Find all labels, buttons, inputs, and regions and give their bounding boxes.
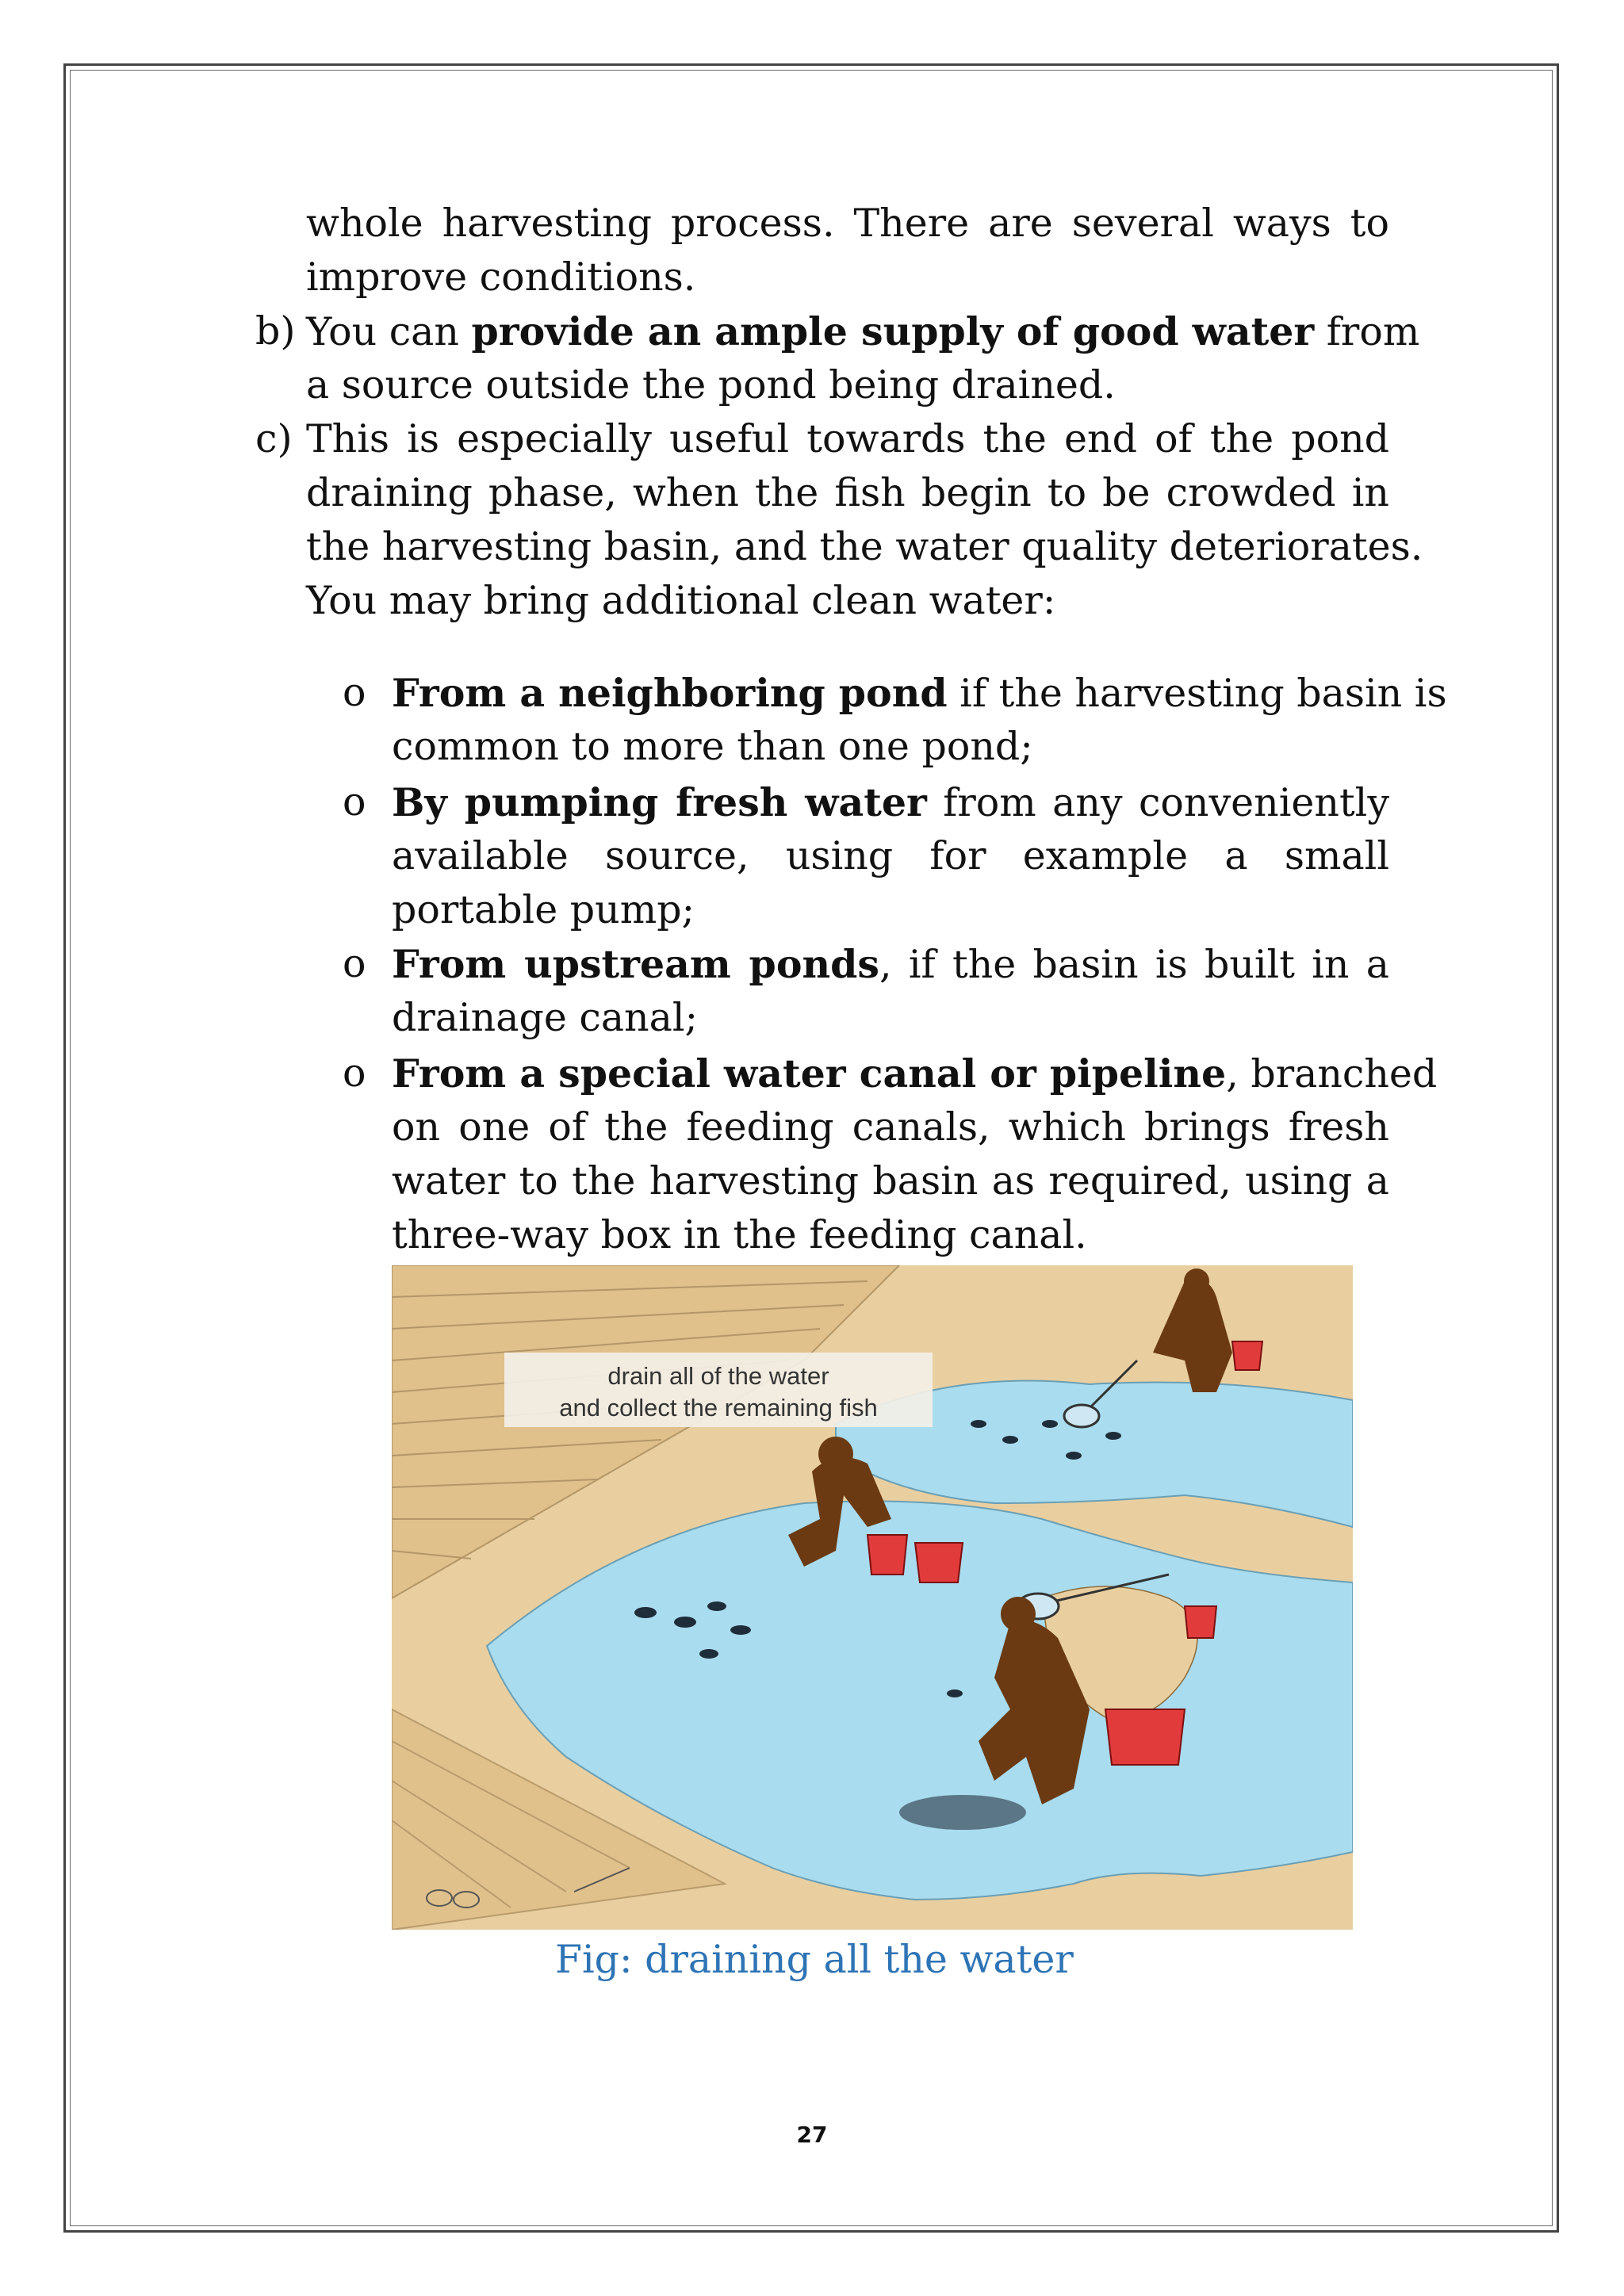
bullet-line: common to more than one pond; — [392, 724, 1033, 769]
bullet-line — [392, 779, 1389, 827]
list-item-b-line — [306, 308, 1420, 356]
list-item-b-line: a source outside the pond being drained. — [306, 362, 1116, 408]
text-span: , branched — [1226, 1051, 1438, 1096]
figure-caption: Fig: draining all the water — [555, 1937, 1074, 1982]
text-span: You can — [306, 309, 472, 354]
bullet-line — [392, 1050, 1438, 1098]
bold-text: By pumping fresh water — [392, 779, 927, 825]
bullet-marker: o — [343, 779, 366, 825]
list-item-c-line: You may bring additional clean water: — [306, 578, 1056, 623]
bullet-line: drainage canal; — [392, 995, 698, 1040]
page-number: 27 — [796, 2122, 828, 2148]
bullet-marker: o — [343, 1050, 366, 1096]
bullet-marker: o — [343, 670, 366, 715]
text-span: if the harvesting basin is — [947, 671, 1447, 716]
bullet-line — [392, 940, 1389, 989]
list-marker-c: c) — [255, 416, 293, 461]
bold-text: provide an ample supply of good water — [471, 308, 1315, 354]
paragraph-line: improve conditions. — [306, 254, 696, 300]
bullet-line — [392, 669, 1447, 718]
fish-basket — [899, 1795, 1026, 1830]
list-item-c-line: the harvesting basin, and the water quality deteriorates. — [306, 524, 1423, 569]
text-span: , if the basin is built in a — [879, 942, 1389, 987]
harvest-drawing — [392, 1265, 1353, 1930]
bold-text: From a special water canal or pipeline — [392, 1050, 1227, 1096]
list-item-c-line: draining phase, when the fish begin to be crowded in — [306, 470, 1389, 515]
label-line-2: and collect the remaining fish — [559, 1394, 878, 1422]
text-span: from — [1314, 309, 1420, 354]
bullet-line: available source, using for example a small — [392, 833, 1389, 878]
bullet-line: three-way box in the feeding canal. — [392, 1212, 1087, 1257]
bullet-line: water to the harvesting basin as required, using a — [392, 1158, 1389, 1203]
list-item-c-line: This is especially useful towards the end of the pond — [306, 416, 1389, 461]
text-span: from any conveniently — [926, 780, 1389, 825]
bullet-marker: o — [343, 941, 366, 986]
bullet-line: on one of the feeding canals, which brings fresh — [392, 1104, 1389, 1150]
bullet-line: portable pump; — [392, 887, 695, 932]
label-line-1: drain all of the water — [607, 1362, 829, 1390]
bold-text: From a neighboring pond — [392, 670, 948, 716]
bold-text: From upstream ponds — [392, 941, 879, 987]
list-marker-b: b) — [255, 308, 296, 354]
harvest-illustration — [392, 1265, 1353, 1930]
paragraph-line: whole harvesting process. There are several ways to — [306, 201, 1389, 246]
